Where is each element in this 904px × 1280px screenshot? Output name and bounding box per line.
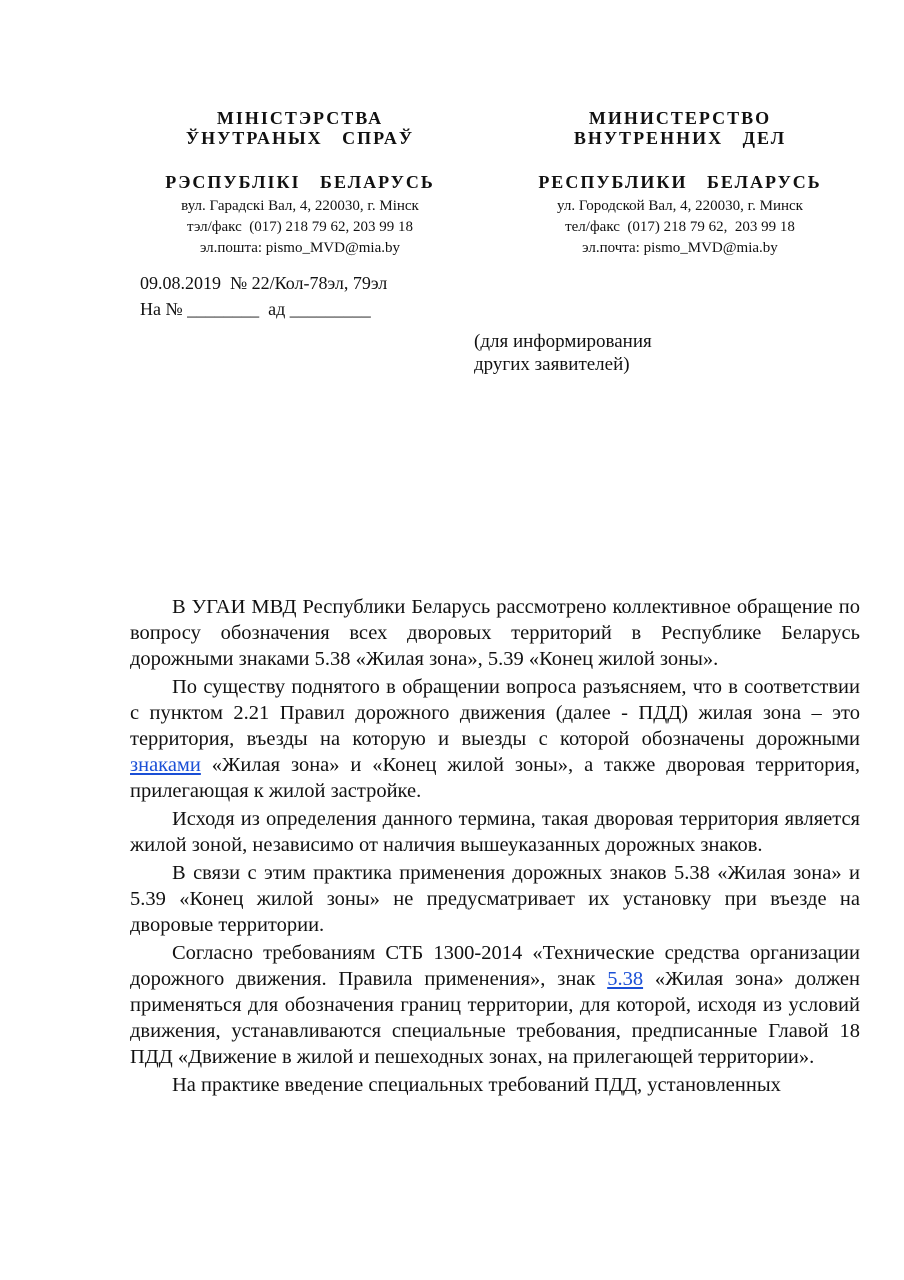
letterhead-belarusian [140, 108, 460, 259]
paragraph-5-text-a: Согласно требованиям СТБ 1300-2014 «Технические средства организации дорожного движения. Правила применения», знак [130, 942, 860, 990]
address: вул. Гарадскі Вал, 4, 220030, г. Мінск [181, 198, 419, 214]
phone-fax: тэл/факс (017) 218 79 62, 203 99 18 [187, 219, 413, 235]
ministry-name-line1: МИНИСТЕРСТВО [588, 108, 772, 128]
email: эл.пошта: pismo_MVD@mia.by [199, 240, 401, 256]
in-reply-to: На № ________ ад _________ [140, 299, 371, 319]
sign-5-38-link[interactable]: 5.38 [607, 968, 644, 990]
signs-link[interactable]: знаками [130, 754, 201, 776]
ministry-name-line1: МІНІСТЭРСТВА [216, 108, 384, 128]
date-and-number: 09.08.2019 № 22/Кол-78эл, 79эл [140, 273, 388, 293]
republic-name: РЭСПУБЛІКІ БЕЛАРУСЬ [165, 172, 435, 192]
recipient-line1: (для информирования [474, 331, 652, 352]
recipient-block [474, 330, 774, 376]
phone-fax: тел/факс (017) 218 79 62, 203 99 18 [565, 219, 795, 235]
paragraph-2-text-b: «Жилая зона» и «Конец жилой зоны», а также дворовая территория, прилегающая к жилой застройке. [130, 754, 860, 802]
email: эл.почта: pismo_MVD@mia.by [582, 240, 778, 256]
paragraph-2-text-a: По существу поднятого в обращении вопроса разъясняем, что в соответствии с пунктом 2.21 Правил дорожного движения (далее - ПДД) жилая зона – это территория, въезды на которую и выезды с которой обозначены дорожными [130, 676, 860, 750]
ministry-name-line2: ВНУТРЕННИХ ДЕЛ [573, 128, 787, 148]
paragraph-5 [130, 940, 860, 1070]
address: ул. Городской Вал, 4, 220030, г. Минск [557, 198, 803, 214]
paragraph-2 [130, 674, 860, 804]
recipient-line2: других заявителей) [474, 354, 630, 375]
republic-name: РЕСПУБЛИКИ БЕЛАРУСЬ [538, 172, 822, 192]
letterhead-russian [500, 108, 860, 259]
reference-block [140, 270, 387, 322]
paragraph-5-text-b: «Жилая зона» должен применяться для обозначения границ территории, для которой, исходя из условий движения, устанавливаются специальные требования, предписанные Главой 18 ПДД «Движение в жилой и пешеходных зонах, на прилегающей территории». [130, 968, 861, 1068]
ministry-name-line2: ЎНУТРАНЫХ СПРАЎ [185, 128, 415, 148]
letter-body [130, 594, 860, 1100]
paragraph-3: Исходя из определения данного термина, такая дворовая территория является жилой зоной, независимо от наличия вышеуказанных дорожных знаков. [130, 808, 860, 856]
paragraph-1: В УГАИ МВД Республики Беларусь рассмотрено коллективное обращение по вопросу обозначения всех дворовых территорий в Республике Беларусь дорожными знаками 5.38 «Жилая зона», 5.39 «Конец жилой зоны». [130, 596, 860, 670]
paragraph-6: На практике введение специальных требований ПДД, установленных [172, 1074, 781, 1096]
paragraph-4: В связи с этим практика применения дорожных знаков 5.38 «Жилая зона» и 5.39 «Конец жилой зоны» не предусматривает их установку при въезде на дворовые территории. [130, 862, 860, 936]
